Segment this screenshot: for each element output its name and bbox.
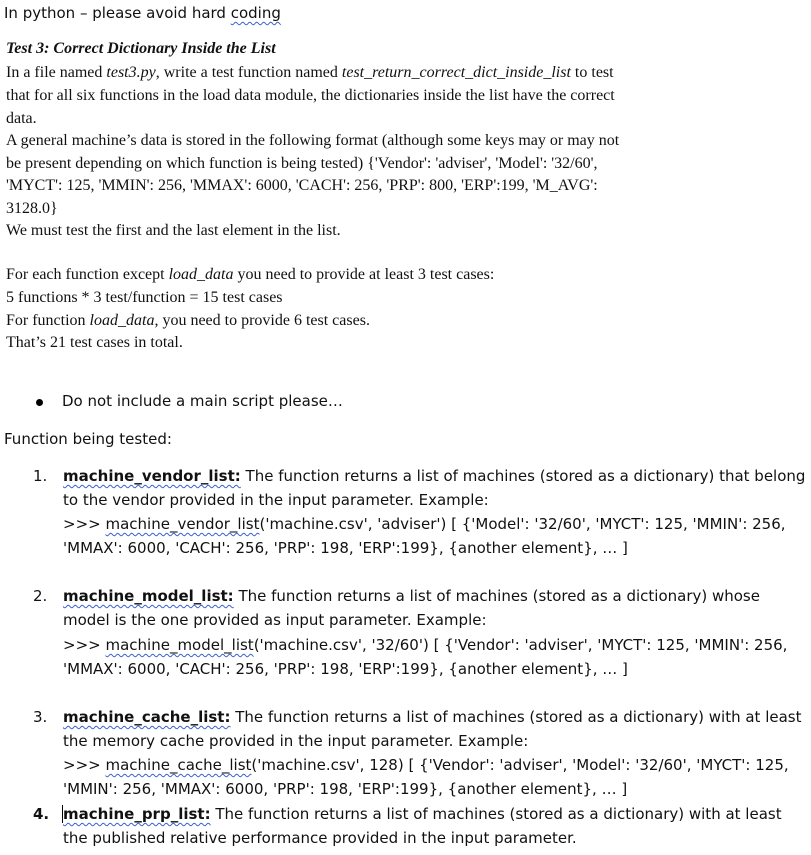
test-line-3: data. [6,110,37,127]
function-3-line-2: the memory cache provided in the input parameter. Example: [63,732,529,750]
test-line-9: For each function except load_data you need to provide at least 3 test cases: [6,266,495,283]
test-title: Test 3: Correct Dictionary Inside the List [6,40,276,57]
intro-text: In python – please avoid hard [4,4,231,22]
function-heading: Function being tested: [4,430,172,448]
function-1-example-2: 'MMAX': 6000, 'CACH': 256, 'PRP': 198, 'ERP':199}, {another element}, … ] [63,539,628,557]
function-4-line-1: machine_prp_list: The function returns a list of machines (stored as a dictionary) with at least [63,805,782,823]
function-2-line-1: machine_model_list: The function returns a list of machines (stored as a dictionary) whose [63,587,760,605]
function-3-name: machine_cache_list: [63,708,231,726]
function-3-example-1: >>> machine_cache_list('machine.csv', 128) [ {'Vendor': 'adviser', 'Model': '32/60', 'MYCT': 125, [63,756,789,774]
function-2-line-2: model is the one provided as input parameter. Example: [63,611,487,629]
file-name: test3.py [106,64,156,81]
function-1-name: machine_vendor_list: [63,467,241,485]
test-line-2: that for all six functions in the load data module, the dictionaries inside the list have the correct [6,87,615,104]
function-2-number: 2. [33,587,48,605]
function-2-name: machine_model_list: [63,587,234,605]
test-line-12: That’s 21 test cases in total. [6,334,183,351]
function-1-line-2: to the vendor provided in the input parameter. Example: [63,491,489,509]
bullet-dot-icon [36,399,43,406]
bullet-text: Do not include a main script please… [62,392,343,410]
test-line-8: We must test the first and the last element in the list. [6,222,341,239]
function-1-number: 1. [33,467,48,485]
intro-spell-word: coding [230,4,281,22]
function-2-example-2: 'MMAX': 6000, 'CACH': 256, 'PRP': 198, 'ERP':199}, {another element}, … ] [63,660,628,678]
function-3-line-1: machine_cache_list: The function returns a list of machines (stored as a dictionary) with at least [63,708,802,726]
function-1-example-1: >>> machine_vendor_list('machine.csv', 'adviser') [ {'Model': '32/60', 'MYCT': 125, 'MMIN': 256, [63,515,786,533]
test-line-5: be present depending on which function is being tested) {'Vendor': 'adviser', 'Model': '32/60', [6,155,598,172]
function-3-example-2: 'MMIN': 256, 'MMAX': 6000, 'PRP': 198, 'ERP':199}, {another element}, … ] [63,780,628,798]
function-1-line-1: machine_vendor_list: The function returns a list of machines (stored as a dictionary) that belong [63,467,806,485]
intro-line [4,4,281,22]
function-2-example-1: >>> machine_model_list('machine.csv', '32/60') [ {'Vendor': 'adviser', 'MYCT': 125, 'MMIN': 256, [63,636,788,654]
test-line-1: In a file named test3.py, write a test function named test_return_correct_dict_inside_list to test [6,64,614,81]
function-4-number: 4. [33,805,50,823]
test-func-name: test_return_correct_dict_inside_list [341,64,571,81]
function-4-name: machine_prp_list: [63,805,211,823]
function-3-number: 3. [33,708,48,726]
test-line-7: 3128.0} [6,200,58,217]
test-line-6: 'MYCT': 125, 'MMIN': 256, 'MMAX': 6000, 'CACH': 256, 'PRP': 800, 'ERP':199, 'M_AVG': [6,177,598,194]
test-line-4: A general machine’s data is stored in the following format (although some keys may or may not [6,132,620,149]
function-4-line-2: the published relative performance provided in the input parameter. [63,829,577,847]
test-line-11: For function load_data, you need to provide 6 test cases. [6,312,370,329]
test-line-10: 5 functions * 3 test/function = 15 test cases [6,289,283,306]
